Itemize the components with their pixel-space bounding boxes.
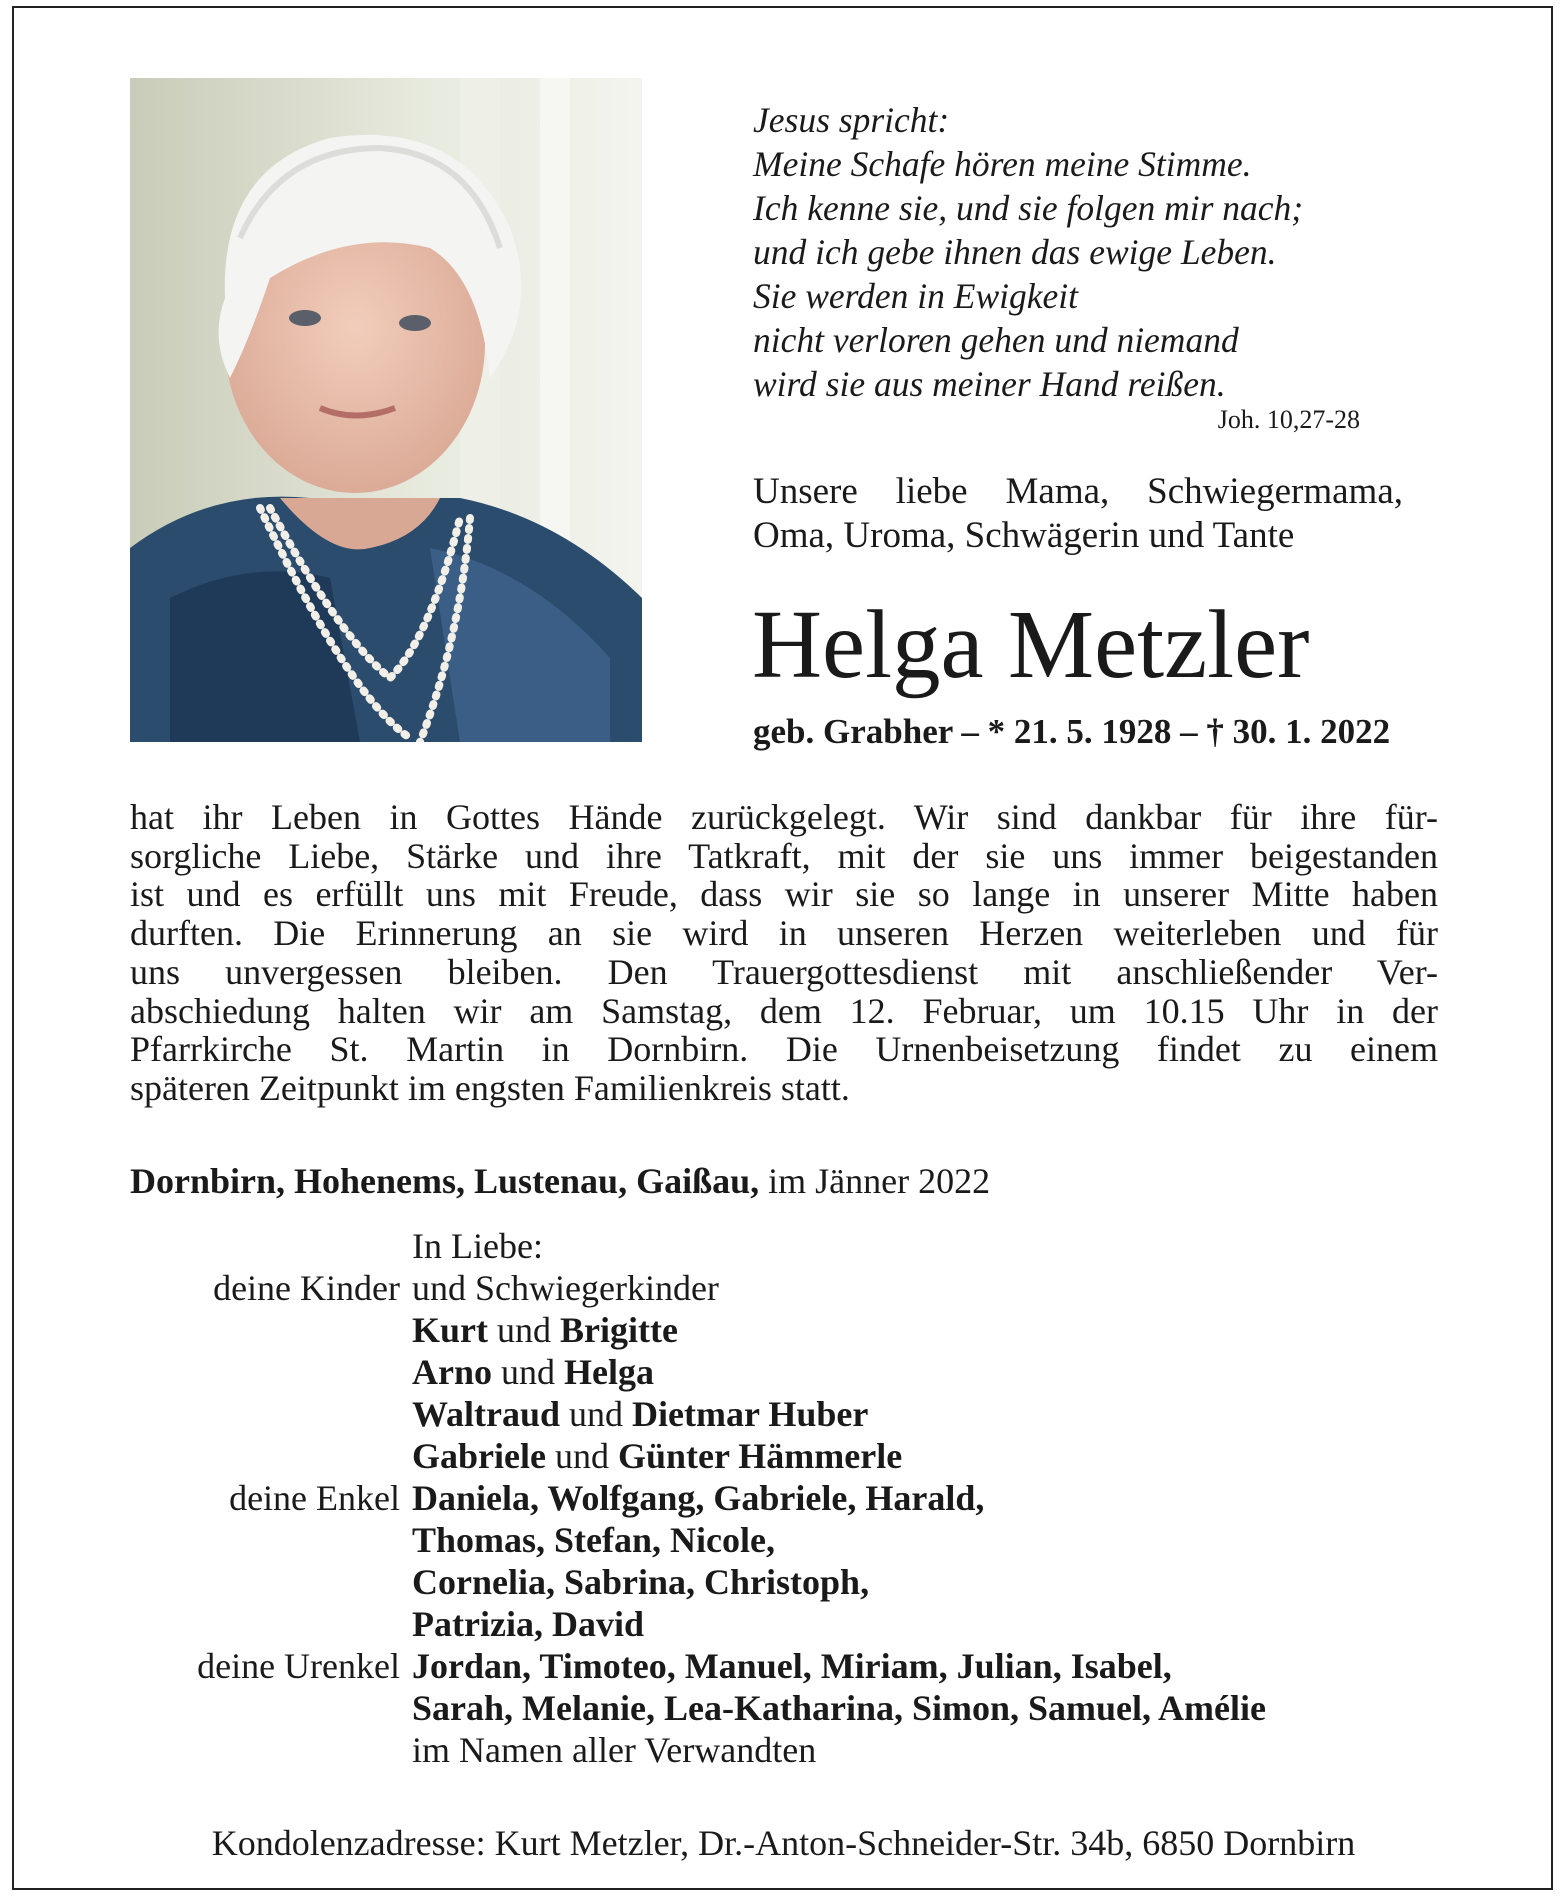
join-word: und [560, 1394, 633, 1434]
signoff-row [130, 1645, 1450, 1687]
child-name: Arno [412, 1352, 492, 1392]
signoff-row [130, 1561, 1450, 1603]
child-name: Kurt [412, 1310, 488, 1350]
grandchildren-names: Patrizia, David [412, 1604, 644, 1644]
body-line: späteren Zeitpunkt im engsten Familienkreis statt. [130, 1067, 850, 1108]
intro-text [753, 470, 1433, 558]
join-word: und [488, 1310, 560, 1350]
couple-row [130, 1435, 1450, 1477]
verse-line: Meine Schafe hören meine Stimme. [753, 144, 1252, 184]
condolence-address: Kondolenzadresse: Kurt Metzler, Dr.-Anton-Schneider-Str. 34b, 6850 Dornbirn [211, 1823, 1356, 1863]
verse-line: wird sie aus meiner Hand reißen. [753, 364, 1226, 404]
couple-row [130, 1309, 1450, 1351]
mourners-list [130, 1225, 1450, 1771]
verse-line: Sie werden in Ewigkeit [753, 276, 1079, 316]
spouse-name: Brigitte [560, 1310, 678, 1350]
body-line: abschiedung halten wir am Samstag, dem 12. Februar, um 10.15 Uhr in der [130, 990, 1438, 1031]
greatgrandchildren-names: Sarah, Melanie, Lea-Katharina, Simon, Samuel, Amélie [412, 1688, 1266, 1728]
signoff-row [130, 1519, 1450, 1561]
signoff-row [130, 1225, 1450, 1267]
in-love-heading: In Liebe: [412, 1226, 543, 1266]
verse-line: nicht verloren gehen und niemand [753, 320, 1239, 360]
greatgrandchildren-names: Jordan, Timoteo, Manuel, Miriam, Julian, Isabel, [412, 1646, 1172, 1686]
deceased-name: Helga Metzler [752, 591, 1310, 698]
join-word: und [545, 1436, 618, 1476]
grandchildren-label: deine Enkel [229, 1478, 400, 1518]
grandchildren-names: Cornelia, Sabrina, Christoph, [412, 1562, 870, 1602]
child-name: Gabriele [412, 1436, 546, 1476]
signoff-row [130, 1477, 1450, 1519]
body-line: sorgliche Liebe, Stärke und ihre Tatkraft, mit der sie uns immer beigestanden [130, 835, 1438, 876]
join-word: und [492, 1352, 564, 1392]
portrait-photo [130, 78, 642, 742]
intro-line: Unsere liebe Mama, Schwiegermama, [753, 471, 1403, 512]
closing-text: im Namen aller Verwandten [412, 1730, 817, 1770]
signoff-row [130, 1603, 1450, 1645]
places-date-line [130, 1160, 990, 1202]
intro-line: Oma, Uroma, Schwägerin und Tante [753, 515, 1295, 556]
body-line: durften. Die Erinnerung an sie wird in unseren Herzen weiterleben und für [130, 913, 1438, 954]
couple-row [130, 1351, 1450, 1393]
children-label: deine Kinder [213, 1268, 400, 1308]
child-name: Waltraud [412, 1394, 561, 1434]
birth-death-dates: geb. Grabher – * 21. 5. 1928 – † 30. 1. 2022 [753, 712, 1391, 751]
grandchildren-names: Thomas, Stefan, Nicole, [412, 1520, 775, 1560]
verse-line: Ich kenne sie, und sie folgen mir nach; [753, 188, 1304, 228]
signoff-row [130, 1729, 1450, 1771]
signoff-row [130, 1267, 1450, 1309]
verse-line: und ich gebe ihnen das ewige Leben. [753, 232, 1277, 272]
spouse-name: Günter Hämmerle [617, 1436, 903, 1476]
spouse-name: Helga [564, 1352, 654, 1392]
places-list: Dornbirn, Hohenems, Lustenau, Gaißau, [130, 1161, 760, 1201]
body-line: hat ihr Leben in Gottes Hände zurückgelegt. Wir sind dankbar für ihre für- [130, 797, 1438, 837]
couple-row [130, 1393, 1450, 1435]
grandchildren-names: Daniela, Wolfgang, Gabriele, Harald, [412, 1478, 985, 1518]
children-intro: und Schwiegerkinder [412, 1268, 719, 1308]
body-line: uns unvergessen bleiben. Den Trauergottesdienst mit anschließender Ver- [130, 951, 1438, 992]
spouse-name: Dietmar Huber [632, 1394, 869, 1434]
month-year: im Jänner 2022 [759, 1161, 991, 1201]
body-line: ist und es erfüllt uns mit Freude, dass wir sie so lange in unserer Mitte haben [130, 874, 1438, 915]
signoff-row [130, 1687, 1450, 1729]
verse-reference: Joh. 10,27-28 [1217, 405, 1360, 434]
greatgrandchildren-label: deine Urenkel [197, 1646, 400, 1686]
obituary-body [130, 798, 1438, 1108]
verse-line: Jesus spricht: [753, 100, 950, 140]
bible-verse [753, 98, 1373, 406]
body-line: Pfarrkirche St. Martin in Dornbirn. Die Urnenbeisetzung findet zu einem [130, 1029, 1438, 1070]
